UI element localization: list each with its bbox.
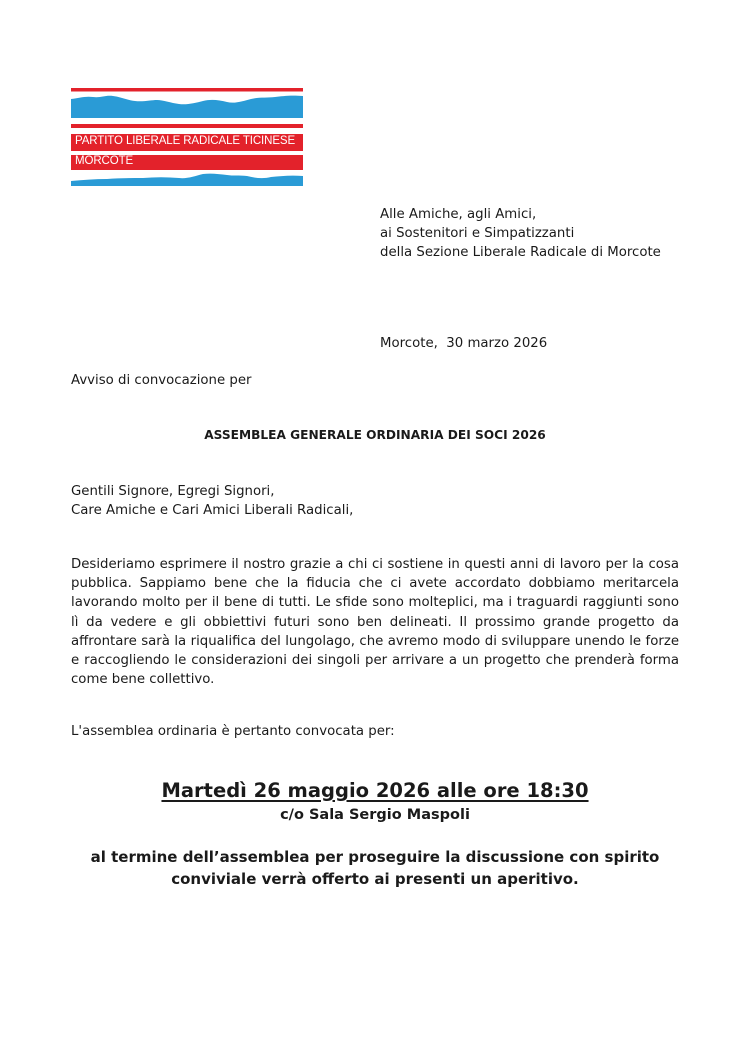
place-date: Morcote, 30 marzo 2026 (380, 336, 548, 351)
assembly-title: ASSEMBLEA GENERALE ORDINARIA DEI SOCI 2026 (204, 428, 546, 442)
logo-mountain-wave-bottom (71, 174, 303, 186)
closing-line: al termine dell’assemblea per proseguire la discussione con spirito (90, 848, 660, 866)
salutation-line: Care Amiche e Cari Amici Liberali Radicali, (71, 503, 354, 518)
logo-mountain-wave-top (71, 96, 303, 118)
recipients-block (380, 205, 661, 262)
logo-section-name: MORCOTE (75, 155, 134, 167)
closing-line: conviviale verrà offerto ai presenti un aperitivo. (171, 870, 579, 888)
salutation (71, 482, 353, 520)
notice-intro: Avviso di convocazione per (71, 373, 252, 388)
party-logo (71, 88, 303, 188)
logo-party-name: PARTITO LIBERALE RADICALE TICINESE (75, 135, 296, 147)
logo-top-red-line (71, 88, 303, 92)
body-paragraph: Desideriamo esprimere il nostro grazie a chi ci sostiene in questi anni di lavoro per la cosa pubblica. Sappiamo bene che la fiducia che ci avete accordato dobbiamo meritarcela lavorando molto per il bene di tutti. Le sfide sono molteplici, ma i traguardi raggiunti sono lì da vedere e gli obbiettivi futuri sono ben delineati. Il prossimo grande progetto da affrontare sarà la riqualifica del lungolago, che avremo modo di sviluppare unendo le forze e raccogliendo le considerazioni dei singoli per arrivare a un progetto che prenderà forma come bene collettivo. (71, 557, 679, 688)
convocation-line: L'assemblea ordinaria è pertanto convocata per: (71, 724, 395, 739)
logo-middle-red-line (71, 124, 303, 128)
event-closing-note (0, 846, 750, 890)
salutation-line: Gentili Signore, Egregi Signori, (71, 484, 275, 499)
recipient-line: della Sezione Liberale Radicale di Morcote (380, 245, 661, 260)
event-venue: c/o Sala Sergio Maspoli (280, 807, 470, 823)
recipient-line: Alle Amiche, agli Amici, (380, 207, 537, 222)
event-date-time: Martedì 26 maggio 2026 alle ore 18:30 (161, 779, 589, 802)
recipient-line: ai Sostenitori e Simpatizzanti (380, 226, 575, 241)
